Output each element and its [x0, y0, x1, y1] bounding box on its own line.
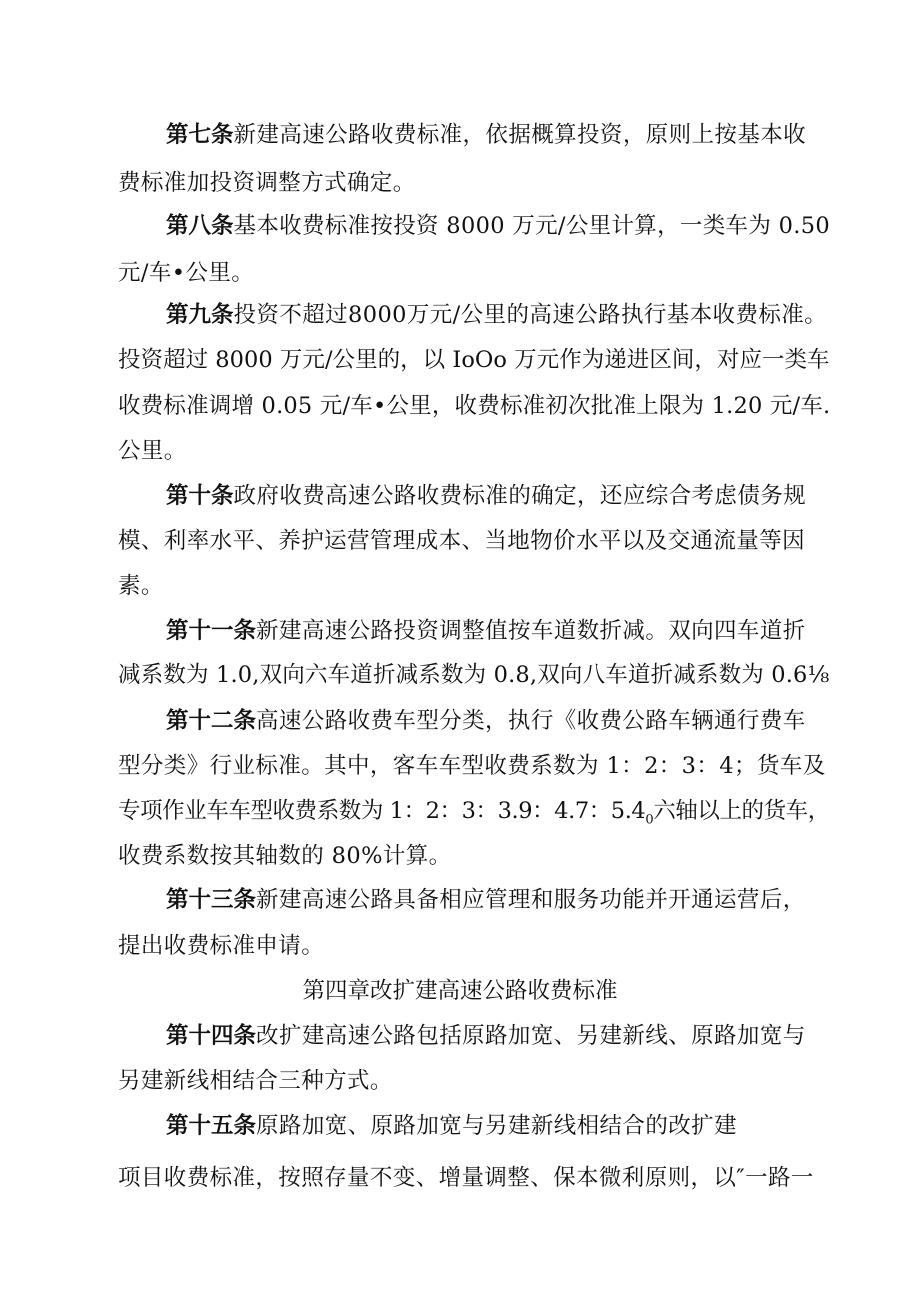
- article-9-number: 第九条: [166, 302, 234, 328]
- article-10-line-2: 模、利率水平、养护运营管理成本、当地物价水平以及交通流量等因: [118, 528, 806, 554]
- article-11-number: 第十一条: [166, 618, 257, 644]
- article-9-line-3: 收费标准调增 0.05 元/车•公里，收费标准初次批准上限为 1.20 元/车.: [118, 393, 831, 419]
- article-8-text: 基本收费标准按投资 8000 万元/公里计算，一类车为 0.50: [233, 213, 830, 239]
- article-14-number: 第十四条: [166, 1023, 257, 1049]
- article-7-number: 第七条: [166, 122, 234, 148]
- article-14-text: 改扩建高速公路包括原路加宽、另建新线、原路加宽与: [256, 1023, 806, 1049]
- article-7-text: 新建高速公路收费标准，依据概算投资，原则上按基本收: [233, 122, 807, 148]
- article-8-line-1: [166, 211, 830, 241]
- article-12-subscript: 0: [645, 812, 654, 828]
- article-7-line-1: [166, 120, 806, 150]
- article-12-line-4: 收费系数按其轴数的 80%计算。: [118, 843, 452, 869]
- chapter-4-heading: 第四章改扩建高速公路收费标准: [302, 978, 618, 1004]
- article-12-line-1: [166, 706, 806, 736]
- article-9-line-2: 投资超过 8000 万元/公里的，以 IoOo 万元作为递进区间，对应一类车: [118, 347, 830, 373]
- article-10-number: 第十条: [166, 483, 234, 509]
- article-12-number: 第十二条: [166, 708, 257, 734]
- article-13-text: 新建高速公路具备相应管理和服务功能并开通运营后，: [256, 887, 806, 913]
- article-10-line-3: 素。: [118, 573, 164, 599]
- article-12-line-3-text-b: 六轴以上的货车，: [653, 798, 830, 824]
- article-15-text: 原路加宽、原路加宽与另建新线相结合的改扩建: [256, 1113, 737, 1139]
- article-14-line-2: 另建新线相结合三种方式。: [118, 1068, 393, 1094]
- article-14-line-1: [166, 1021, 806, 1051]
- article-15-line-1: [166, 1111, 737, 1141]
- article-13-number: 第十三条: [166, 887, 257, 913]
- article-11-text: 新建高速公路投资调整值按车道数折减。双向四车道折: [256, 618, 806, 644]
- article-12-line-2: 型分类》行业标准。其中，客车车型收费系数为 1：2：3：4；货车及: [118, 753, 826, 779]
- article-13-line-2: 提出收费标准申请。: [118, 933, 325, 959]
- article-13-line-1: [166, 885, 806, 915]
- article-11-line-1: [166, 616, 806, 646]
- article-11-line-2: 减系数为 1.0,双向六车道折减系数为 0.8,双向八车道折减系数为 0.6⅛: [118, 662, 830, 688]
- article-12-line-3-text-a: 专项作业车车型收费系数为 1：2：3：3.9：4.7：5.4: [118, 798, 646, 824]
- article-9-line-1: [166, 300, 827, 330]
- article-9-text: 投资不超过8000万元/公里的高速公路执行基本收费标准。: [233, 302, 828, 328]
- article-15-number: 第十五条: [166, 1113, 257, 1139]
- article-10-line-1: [166, 481, 806, 511]
- article-15-line-2: 项目收费标准，按照存量不变、增量调整、保本微利原则，以″一路一: [118, 1165, 814, 1191]
- article-7-line-2: 费标准加投资调整方式确定。: [118, 170, 416, 196]
- article-8-number: 第八条: [166, 213, 234, 239]
- article-12-text: 高速公路收费车型分类，执行《收费公路车辆通行费车: [256, 708, 806, 734]
- article-8-line-2: 元/车•公里。: [118, 260, 255, 286]
- article-12-line-3: [118, 796, 830, 826]
- article-9-line-4: 公里。: [118, 438, 187, 464]
- article-10-text: 政府收费高速公路收费标准的确定，还应综合考虑债务规: [233, 483, 807, 509]
